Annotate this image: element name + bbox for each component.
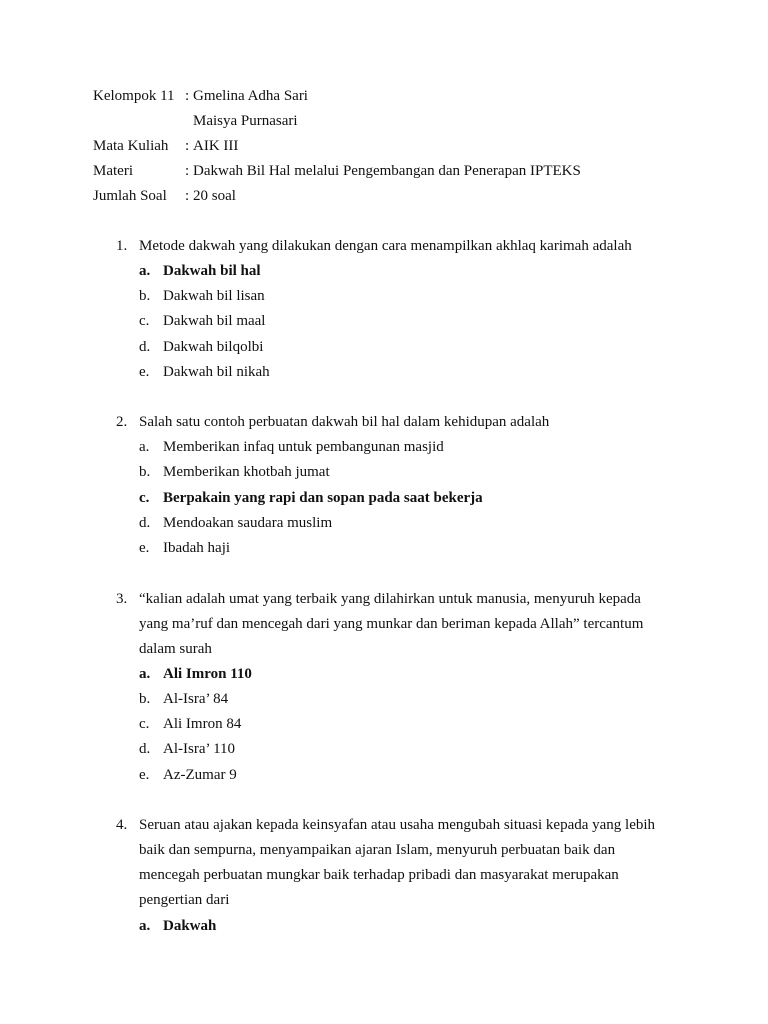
- question-text: baik dan sempurna, menyampaikan ajaran Islam, menyuruh perbuatan baik dan: [139, 842, 616, 858]
- option-letter: b.: [139, 288, 151, 304]
- header-kelompok-label: Kelompok 11: [93, 88, 175, 104]
- option-letter: c.: [139, 313, 150, 329]
- option-text: Mendoakan saudara muslim: [163, 515, 333, 531]
- option-text: Al-Isra’ 110: [163, 741, 236, 757]
- header-jumlah-soal-value: 20 soal: [193, 188, 236, 204]
- question-text: Salah satu contoh perbuatan dakwah bil hal dalam kehidupan adalah: [139, 414, 550, 430]
- option-letter: e.: [139, 364, 150, 380]
- question-text: yang ma’ruf dan mencegah dari yang munkar dan beriman kepada Allah” tercantum: [139, 616, 644, 632]
- question-text: pengertian dari: [139, 892, 230, 908]
- question-text: “kalian adalah umat yang terbaik yang dilahirkan untuk manusia, menyuruh kepada: [139, 591, 641, 607]
- option-text: Memberikan khotbah jumat: [163, 464, 330, 480]
- header-mata-kuliah-value: AIK III: [193, 138, 239, 154]
- header-colon: :: [185, 163, 190, 179]
- header-kelompok-member-1: Gmelina Adha Sari: [193, 88, 308, 104]
- option-text: Dakwah bil maal: [163, 313, 266, 329]
- option-text: Dakwah bilqolbi: [163, 339, 264, 355]
- option-letter: b.: [139, 464, 151, 480]
- question-text: mencegah perbuatan mungkar baik terhadap pribadi dan masyarakat merupakan: [139, 867, 619, 883]
- option-text: Dakwah bil hal: [163, 263, 261, 279]
- option-text: Ali Imron 84: [163, 716, 242, 732]
- header-colon: :: [185, 138, 190, 154]
- option-letter: d.: [139, 339, 151, 355]
- option-text: Berpakain yang rapi dan sopan pada saat bekerja: [163, 490, 483, 506]
- option-letter: a.: [139, 666, 151, 682]
- header-materi-value: Dakwah Bil Hal melalui Pengembangan dan Penerapan IPTEKS: [193, 163, 581, 179]
- option-text: Ali Imron 110: [163, 666, 252, 682]
- option-letter: a.: [139, 439, 150, 455]
- question-number: 2.: [116, 414, 128, 430]
- option-letter: b.: [139, 691, 151, 707]
- question-text: dalam surah: [139, 641, 212, 657]
- option-text: Ibadah haji: [163, 540, 231, 556]
- option-text: Dakwah: [163, 918, 217, 934]
- option-text: Al-Isra’ 84: [163, 691, 229, 707]
- question-text: Metode dakwah yang dilakukan dengan cara menampilkan akhlaq karimah adalah: [139, 238, 632, 254]
- option-letter: e.: [139, 540, 150, 556]
- header-kelompok-member-2: Maisya Purnasari: [193, 113, 298, 129]
- option-letter: d.: [139, 741, 151, 757]
- question-number: 3.: [116, 591, 128, 607]
- header-colon: :: [185, 88, 190, 104]
- header-materi-label: Materi: [93, 163, 133, 179]
- option-text: Dakwah bil lisan: [163, 288, 265, 304]
- header-jumlah-soal-label: Jumlah Soal: [93, 188, 167, 204]
- option-letter: e.: [139, 767, 150, 783]
- option-text: Dakwah bil nikah: [163, 364, 270, 380]
- option-letter: d.: [139, 515, 151, 531]
- option-letter: a.: [139, 263, 151, 279]
- header-colon: :: [185, 188, 190, 204]
- option-text: Az-Zumar 9: [163, 767, 237, 783]
- question-number: 4.: [116, 817, 128, 833]
- question-text: Seruan atau ajakan kepada keinsyafan atau usaha mengubah situasi kepada yang lebih: [139, 817, 656, 833]
- header-mata-kuliah-label: Mata Kuliah: [93, 138, 169, 154]
- option-letter: a.: [139, 918, 151, 934]
- option-text: Memberikan infaq untuk pembangunan masjid: [163, 439, 444, 455]
- option-letter: c.: [139, 490, 150, 506]
- option-letter: c.: [139, 716, 150, 732]
- question-number: 1.: [116, 238, 128, 254]
